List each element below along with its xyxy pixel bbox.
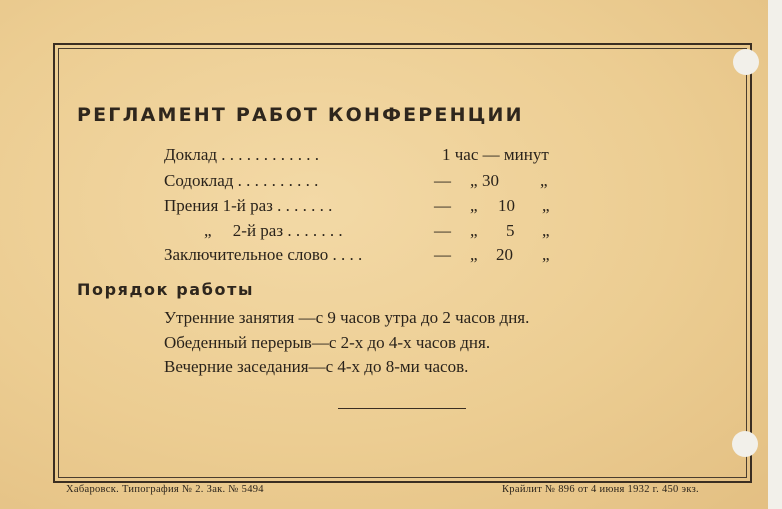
row-unit-ditto: „ <box>542 196 550 215</box>
row-ditto-mark: „ <box>470 221 478 240</box>
document-title: РЕГЛАМЕНТ РАБОТ КОНФЕРЕНЦИИ <box>77 104 524 126</box>
schedule-item: Вечерние заседания—с 4-х до 8-ми часов. <box>164 357 469 376</box>
row-unit-ditto: „ <box>540 171 548 190</box>
row-value: 10 <box>498 196 515 215</box>
punch-hole-bottom <box>732 431 758 457</box>
censor-imprint: Крайлит № 896 от 4 июня 1932 г. 450 экз. <box>502 484 699 495</box>
row-dash: — <box>434 196 451 215</box>
torn-edge <box>768 0 782 509</box>
row-value: 5 <box>506 221 515 240</box>
row-dash: — <box>434 171 451 190</box>
schedule-item: Обеденный перерыв—с 2-х до 4-х часов дня. <box>164 333 491 352</box>
row-duration: 1 час — минут <box>442 145 549 164</box>
row-unit-ditto: „ <box>542 245 550 264</box>
section-subtitle: Порядок работы <box>77 280 255 299</box>
divider-rule <box>338 408 466 409</box>
printer-imprint: Хабаровск. Типография № 2. Зак. № 5494 <box>66 484 264 495</box>
row-ditto-mark: „ <box>470 245 478 264</box>
row-label: „ 2-й раз . . . . . . . <box>204 221 343 240</box>
row-label: Заключительное слово . . . . <box>164 245 363 264</box>
row-value: 30 <box>482 171 499 190</box>
punch-hole-top <box>733 49 759 75</box>
row-label: Прения 1-й раз . . . . . . . <box>164 196 333 215</box>
row-unit-ditto: „ <box>542 221 550 240</box>
row-ditto-mark: „ <box>470 196 478 215</box>
row-dash: — <box>434 245 451 264</box>
row-dash: — <box>434 221 451 240</box>
row-value: 20 <box>496 245 513 264</box>
row-label: Доклад . . . . . . . . . . . . <box>164 145 320 164</box>
row-ditto-mark: „ <box>470 171 478 190</box>
schedule-item: Утренние занятия —с 9 часов утра до 2 часов дня. <box>164 308 530 327</box>
row-label: Содоклад . . . . . . . . . . <box>164 171 319 190</box>
